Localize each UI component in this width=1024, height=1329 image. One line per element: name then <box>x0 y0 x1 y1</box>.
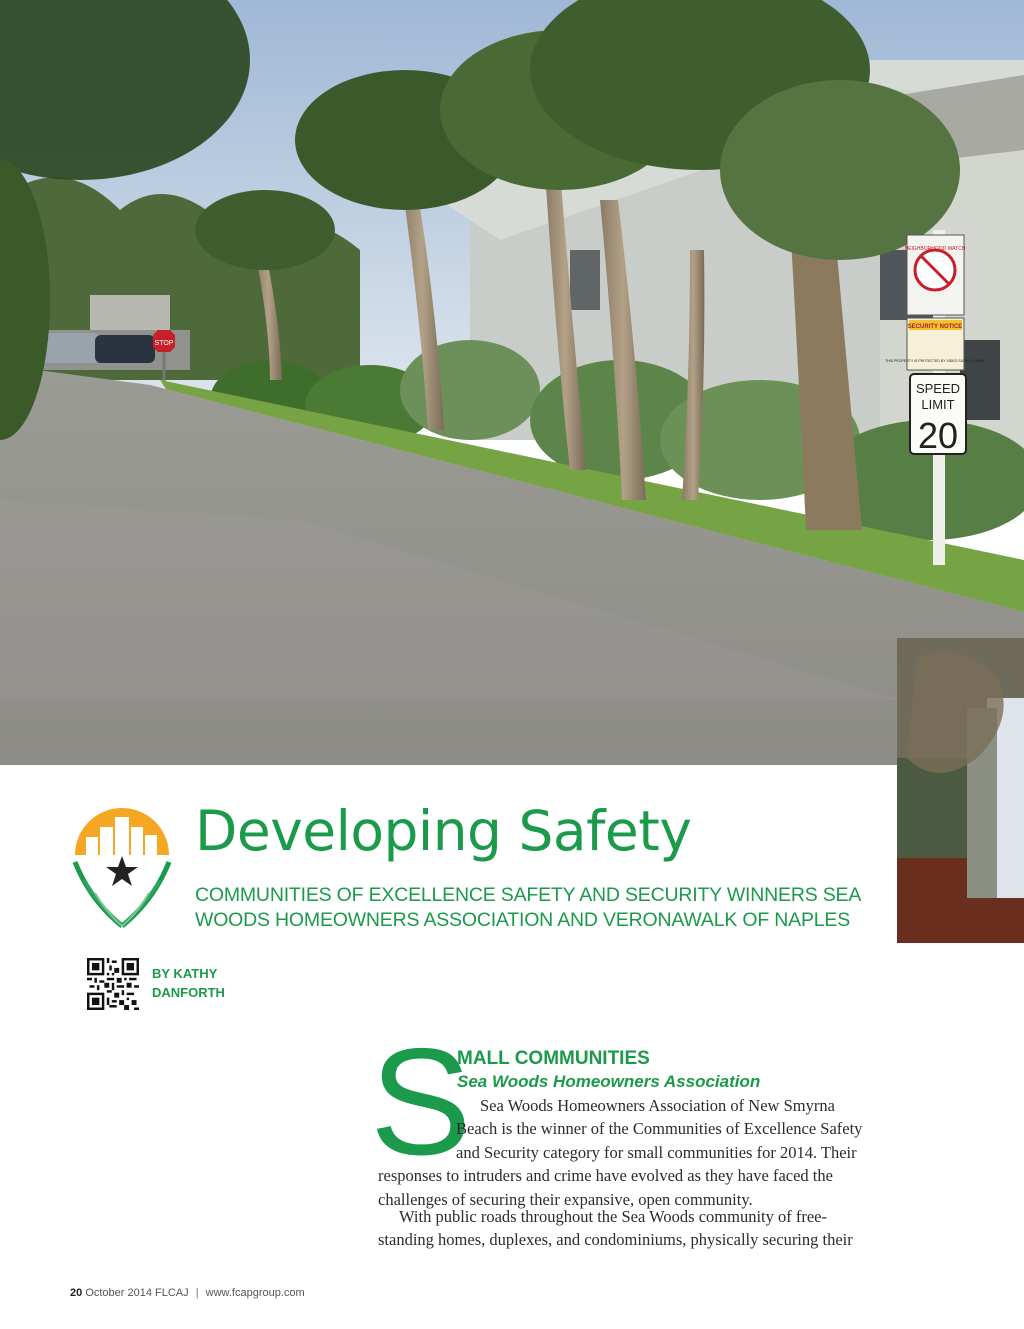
speed-label-1: SPEED <box>915 381 961 396</box>
article-subtitle: COMMUNITIES OF EXCELLENCE SAFETY AND SECURITY WINNERS SEA WOODS HOMEOWNERS ASSOCIATION AND VERONAWALK OF NAPLES <box>195 884 861 931</box>
byline-line-2: DANFORTH <box>152 985 225 1000</box>
page-number: 20 <box>70 1287 83 1299</box>
section-heading: MALL COMMUNITIES <box>457 1048 650 1069</box>
byline-line-1: BY KATHY <box>152 966 218 981</box>
paragraph-line: standing homes, duplexes, and condominiums, physically securing their <box>378 1230 853 1250</box>
paragraph-line: With public roads throughout the Sea Woods community of free- <box>399 1207 827 1226</box>
footer-url[interactable]: www.fcapgroup.com <box>205 1287 305 1299</box>
article-title: Developing Safety <box>195 799 692 863</box>
inset-photo <box>897 638 1024 943</box>
publication-name: FLCAJ <box>155 1287 189 1299</box>
speed-value: 20 <box>917 415 959 456</box>
issue-date: October 2014 <box>85 1287 152 1299</box>
security-body-text: THIS PROPERTY IS PROTECTED BY VIDEO SURVEILLANCE <box>885 359 985 363</box>
paragraph-1 <box>378 1094 938 1211</box>
paragraph-line: Sea Woods Homeowners Association of New Smyrna <box>480 1096 835 1115</box>
section-subheading: Sea Woods Homeowners Association <box>457 1072 761 1091</box>
communities-of-excellence-logo <box>70 800 175 935</box>
paragraph-line: responses to intruders and crime have evolved as they have faced the <box>378 1166 833 1186</box>
byline <box>152 964 272 1002</box>
paragraph-2 <box>378 1205 938 1252</box>
qr-code-icon[interactable] <box>87 958 139 1010</box>
drop-cap: S <box>370 1017 472 1187</box>
stop-sign-text: STOP <box>154 340 174 347</box>
paragraph-line: and Security category for small communities for 2014. Their <box>456 1142 857 1162</box>
footer-separator: | <box>195 1287 199 1299</box>
speed-label-2: LIMIT <box>921 397 955 412</box>
paragraph-line: challenges of securing their expansive, open community. <box>378 1189 753 1209</box>
security-notice-text: SECURITY NOTICE <box>907 324 963 330</box>
page-footer <box>70 1287 305 1299</box>
paragraph-line: Beach is the winner of the Communities of Excellence Safety <box>456 1119 863 1139</box>
neighborhood-watch-text: NEIGHBORHOOD WATCH <box>904 246 966 252</box>
